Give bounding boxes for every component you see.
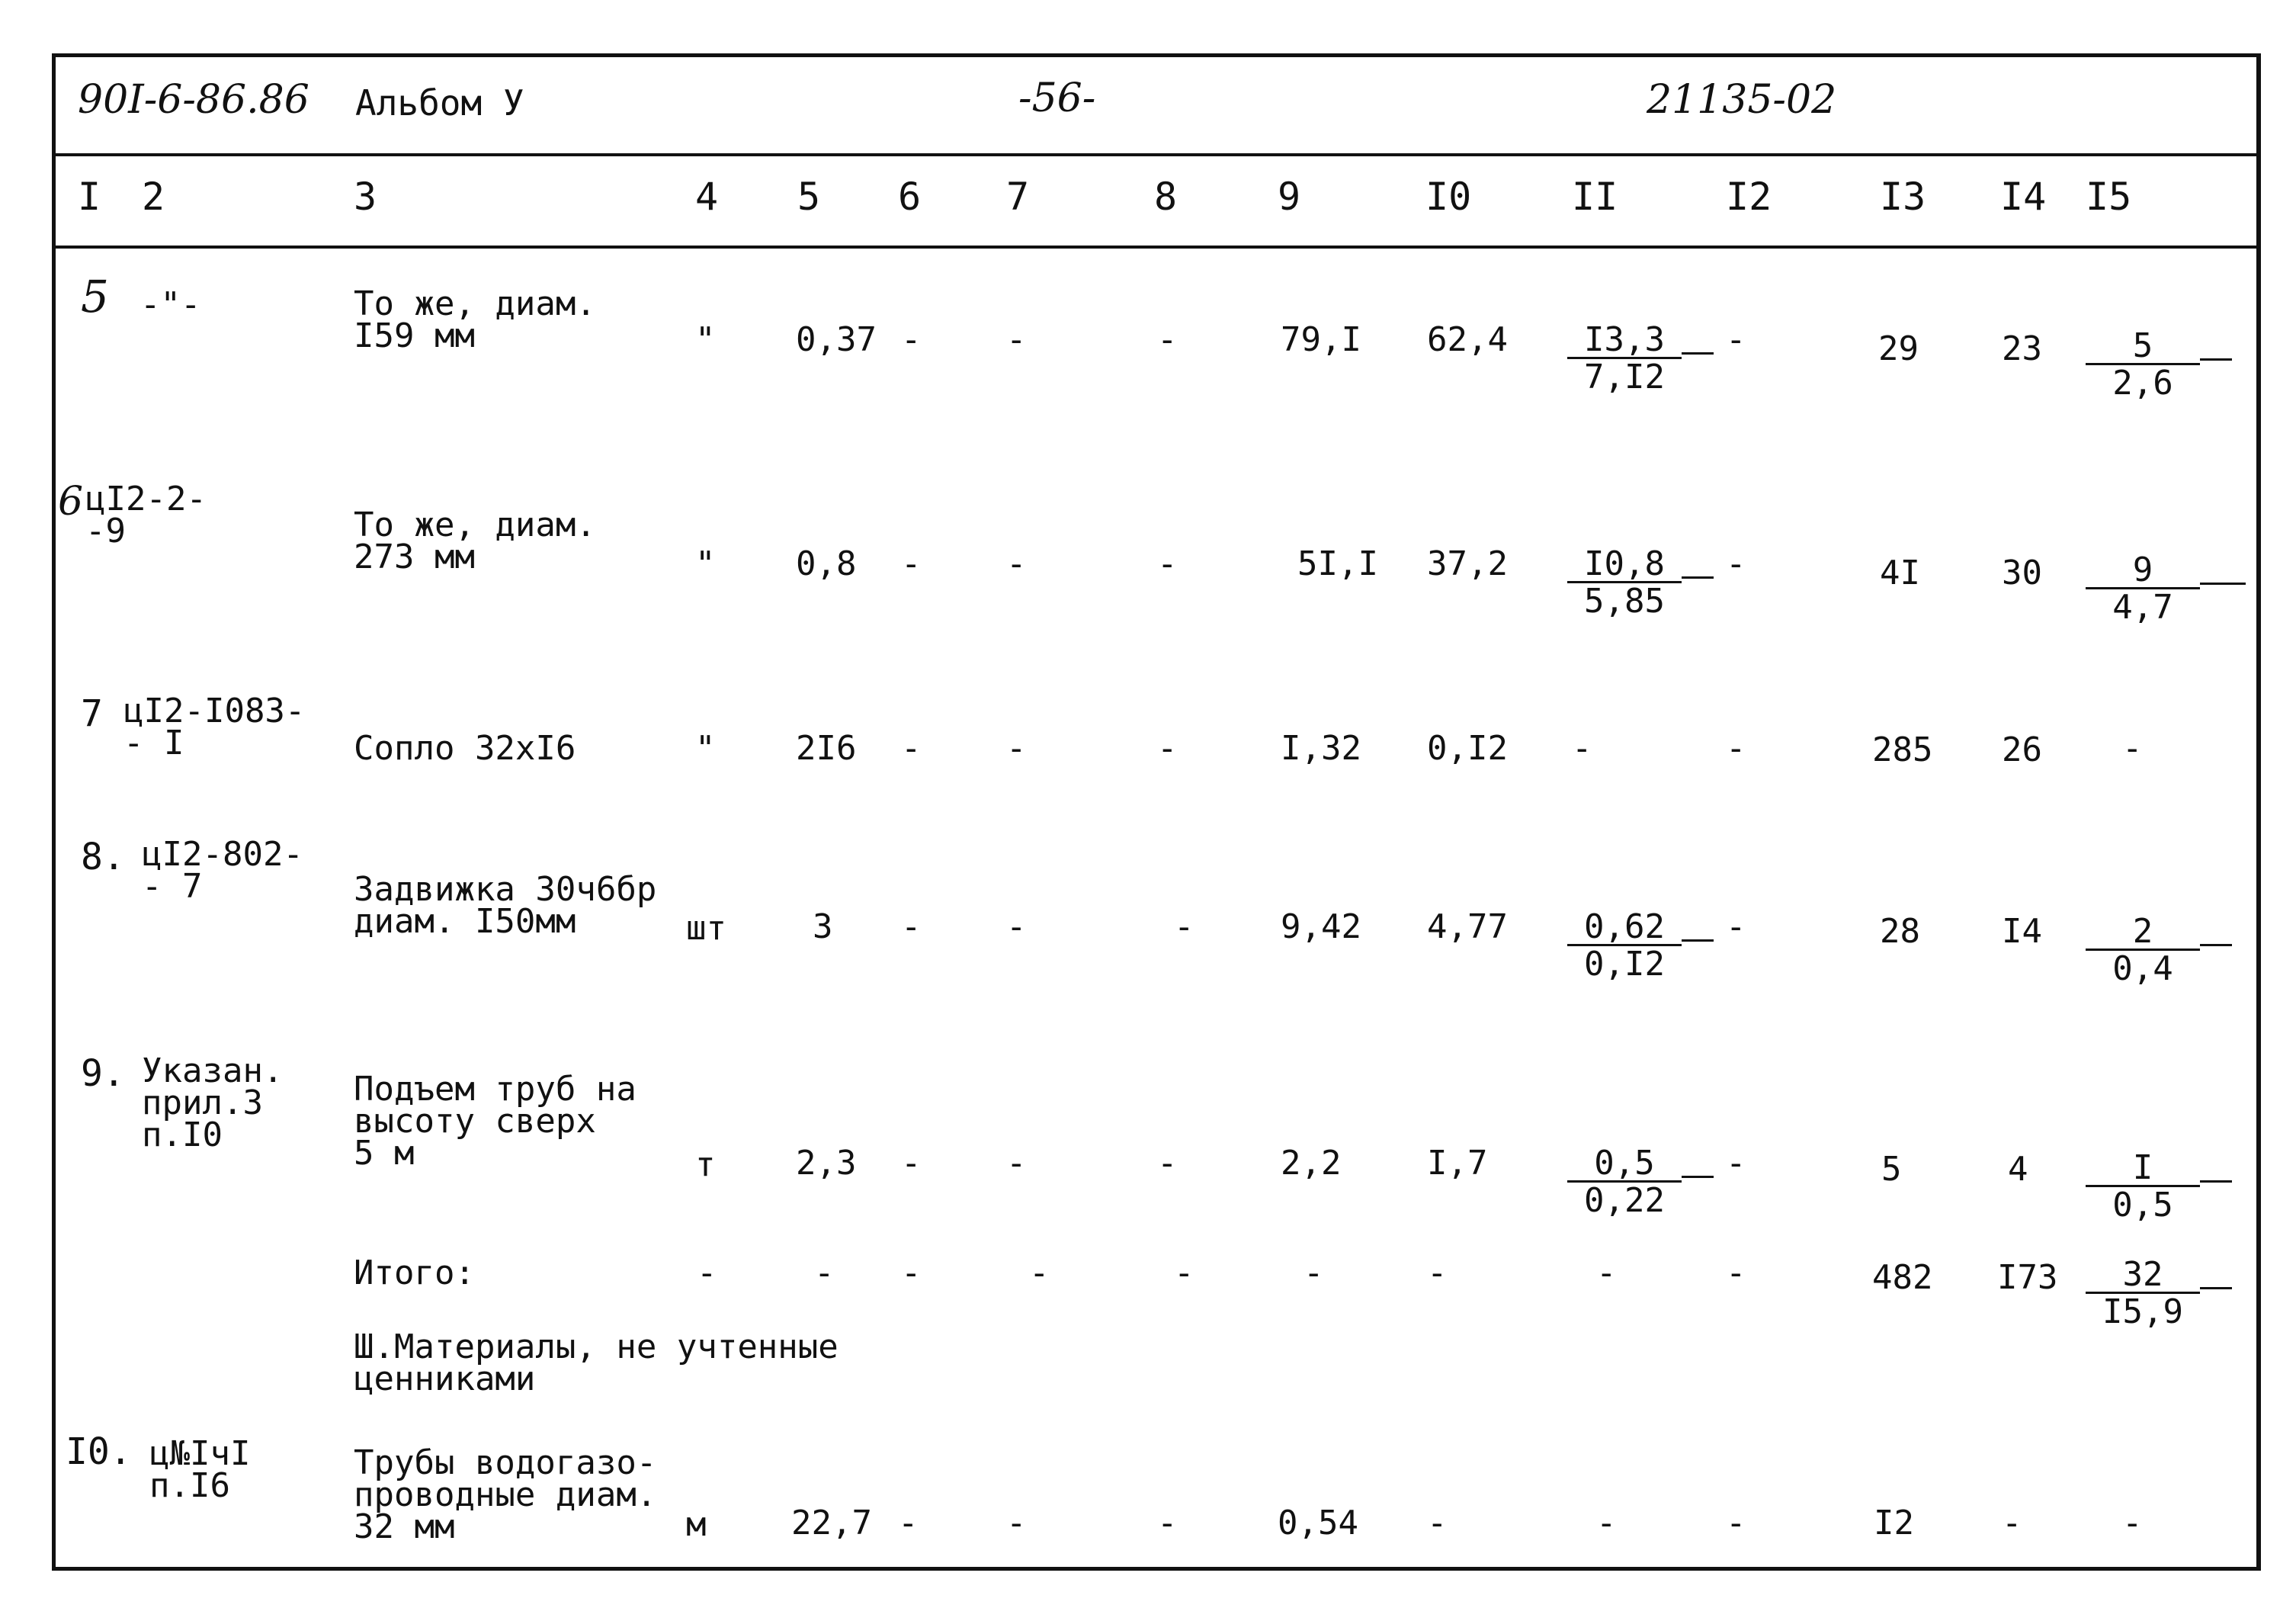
col-header-10: I0: [1425, 175, 1472, 219]
cell-col-13: I2: [1874, 1504, 1914, 1542]
fraction-col-15: $\frac{5}{2,6}$: [2086, 329, 2200, 400]
fraction-col-15: $\frac{2}{0,4}$: [2086, 915, 2200, 986]
quantity: 3: [813, 907, 833, 946]
cell-col-14: 4: [2008, 1150, 2028, 1189]
unit: ": [695, 544, 716, 583]
cell-col-6: -: [901, 1144, 922, 1183]
cell-col-15: -: [2122, 1504, 2143, 1542]
cell-col-11: -: [1596, 1504, 1617, 1542]
cell-col-15: -: [2122, 729, 2143, 768]
cell-col-7: -: [1006, 1144, 1027, 1183]
cell-col-12: -: [1726, 320, 1746, 359]
cell-col-10: 0,I2: [1427, 729, 1508, 768]
total-dash: -: [1726, 1253, 1746, 1292]
unit: шт: [686, 909, 726, 948]
cell-col-14: I4: [2002, 912, 2042, 951]
cell-col-7: -: [1006, 320, 1027, 359]
album-label: Альбом У: [355, 82, 524, 124]
total-dash: -: [1427, 1253, 1448, 1292]
cell-col-9: 9,42: [1281, 907, 1361, 946]
section-heading: Ш.Материалы, не учтенные ценниками: [354, 1327, 839, 1398]
unit: ": [695, 729, 716, 768]
cell-col-7: -: [1006, 729, 1027, 768]
total-dash: -: [901, 1253, 922, 1292]
quantity: 2I6: [796, 729, 857, 768]
col-header-8: 8: [1154, 175, 1178, 219]
total-col-14: I73: [1997, 1258, 2058, 1297]
header-divider: [52, 153, 2261, 156]
document-code: 21135-02: [1647, 77, 1837, 123]
quantity: 0,8: [796, 544, 857, 583]
quantity: 2,3: [796, 1144, 857, 1183]
cell-col-13: 4I: [1880, 554, 1920, 592]
unit: ": [695, 320, 716, 359]
item-description: Задвижка 30ч6бр диам. I50мм: [354, 870, 657, 941]
total-label: Итого:: [354, 1253, 475, 1292]
col-header-3: 3: [354, 175, 377, 219]
cell-col-6: -: [901, 544, 922, 583]
total-dash: -: [1304, 1253, 1324, 1292]
cell-col-14: 26: [2002, 730, 2042, 769]
total-dash: -: [697, 1253, 717, 1292]
cell-col-10: 62,4: [1427, 320, 1508, 359]
page-number: -56-: [1018, 75, 1096, 121]
col-header-9: 9: [1278, 175, 1301, 219]
quantity: 22,7: [791, 1504, 872, 1542]
cell-col-8: -: [1157, 1504, 1178, 1542]
cell-col-12: -: [1726, 1144, 1746, 1183]
item-description: Подъем труб на высоту сверх 5 м: [354, 1070, 637, 1173]
cell-col-10: -: [1427, 1504, 1448, 1542]
quantity: 0,37: [796, 320, 877, 359]
row-number: 5: [81, 271, 109, 323]
total-dash: -: [1174, 1253, 1194, 1292]
col-header-14: I4: [2000, 175, 2047, 219]
cell-col-12: -: [1726, 544, 1746, 583]
cell-col-6: -: [898, 1504, 919, 1542]
row-number: 8.: [81, 836, 125, 878]
price-reference: цI2-802- - 7: [142, 835, 303, 906]
item-description: Сопло 32хI6: [354, 729, 576, 768]
price-reference: ц№IчI п.I6: [149, 1434, 251, 1505]
total-dash: -: [814, 1253, 835, 1292]
col-header-11: II: [1572, 175, 1618, 219]
col-header-6: 6: [898, 175, 922, 219]
cell-col-9: 0,54: [1278, 1504, 1358, 1542]
price-reference: -"-: [140, 285, 201, 324]
price-reference: Указан. прил.3 п.I0: [142, 1051, 284, 1154]
cell-col-14: 30: [2002, 554, 2042, 592]
col-header-4: 4: [695, 175, 719, 219]
cell-col-13: 29: [1878, 329, 1919, 368]
item-description: То же, диам. I59 мм: [354, 284, 596, 355]
cell-col-9: 79,I: [1281, 320, 1361, 359]
total-dash: -: [1029, 1253, 1050, 1292]
col-header-7: 7: [1006, 175, 1030, 219]
fraction-col-11: $\frac{0,62}{0,I2}$: [1567, 910, 1682, 981]
cell-col-11: -: [1572, 729, 1592, 768]
total-fraction-col-15: $\frac{32}{I5,9}$: [2086, 1258, 2200, 1329]
cell-col-6: -: [901, 729, 922, 768]
cell-col-12: -: [1726, 1504, 1746, 1542]
fraction-col-15: $\frac{9}{4,7}$: [2086, 554, 2200, 624]
cell-col-10: 4,77: [1427, 907, 1508, 946]
col-header-2: 2: [142, 175, 165, 219]
col-header-12: I2: [1726, 175, 1772, 219]
cell-col-8: -: [1157, 729, 1178, 768]
fraction-col-11: $\frac{0,5}{0,22}$: [1567, 1147, 1682, 1218]
col-header-5: 5: [797, 175, 821, 219]
total-col-13: 482: [1872, 1258, 1933, 1297]
cell-col-14: 23: [2002, 329, 2042, 368]
cell-col-13: 285: [1872, 730, 1933, 769]
cell-col-7: -: [1006, 544, 1027, 583]
cell-col-12: -: [1726, 729, 1746, 768]
cell-col-10: I,7: [1427, 1144, 1488, 1183]
cell-col-14: -: [2002, 1504, 2022, 1542]
price-reference: цI2-I083- - I: [123, 692, 306, 762]
doc-number: 90I-6-86.86: [78, 77, 309, 123]
row-number: 7: [81, 692, 103, 735]
cell-col-8: -: [1157, 1144, 1178, 1183]
cell-col-8: -: [1157, 320, 1178, 359]
cell-col-9: 2,2: [1281, 1144, 1342, 1183]
unit: т: [695, 1145, 716, 1184]
fraction-col-15: $\frac{I}{0,5}$: [2086, 1151, 2200, 1222]
cell-col-8: -: [1157, 544, 1178, 583]
cell-col-7: -: [1006, 907, 1027, 946]
col-header-15: I5: [2086, 175, 2132, 219]
col-header-13: I3: [1880, 175, 1926, 219]
cell-col-13: 5: [1881, 1150, 1902, 1189]
row-number: 9.: [81, 1052, 125, 1095]
cell-col-9: 5I,I: [1297, 544, 1378, 583]
cell-col-9: I,32: [1281, 729, 1361, 768]
item-description: Трубы водогазо- проводные диам. 32 мм: [354, 1443, 657, 1546]
column-header-divider: [52, 246, 2261, 249]
fraction-col-11: $\frac{I3,3}{7,I2}$: [1567, 323, 1682, 394]
cell-col-8: -: [1174, 907, 1194, 946]
cell-col-7: -: [1006, 1504, 1027, 1542]
cell-col-13: 28: [1880, 912, 1920, 951]
total-dash: -: [1596, 1253, 1617, 1292]
price-reference: цI2-2- -9: [85, 480, 207, 550]
row-number: I0.: [66, 1430, 132, 1473]
cell-col-6: -: [901, 320, 922, 359]
cell-col-10: 37,2: [1427, 544, 1508, 583]
cell-col-12: -: [1726, 907, 1746, 946]
col-header-1: I: [78, 175, 101, 219]
row-number: 6: [58, 479, 84, 525]
item-description: То же, диам. 273 мм: [354, 506, 596, 576]
cell-col-6: -: [901, 907, 922, 946]
fraction-col-11: $\frac{I0,8}{5,85}$: [1567, 547, 1682, 618]
unit: м: [686, 1505, 707, 1544]
